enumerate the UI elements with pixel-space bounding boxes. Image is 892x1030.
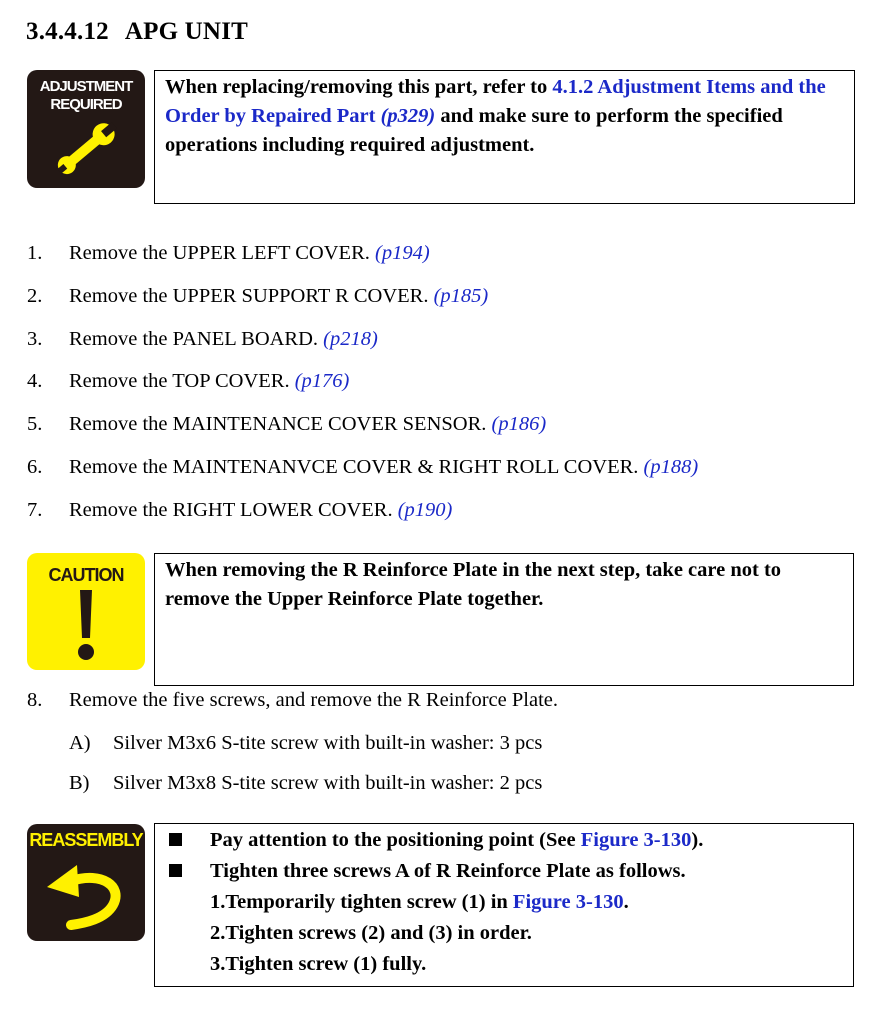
sub-text: Silver M3x6 S-tite screw with built-in washer: 3 pcs <box>113 732 543 754</box>
section-name: APG UNIT <box>124 18 248 45</box>
caution-badge <box>27 553 145 670</box>
step-text: Remove the five screws, and remove the R Reinforce Plate. <box>69 689 558 711</box>
list-item <box>27 285 488 308</box>
sub-item <box>69 772 542 795</box>
section-title <box>26 18 248 46</box>
caution-note <box>154 553 854 686</box>
sub-label: A) <box>69 732 91 754</box>
badge-adjustment-line2: REQUIRED <box>50 96 122 113</box>
reassembly-bullet <box>165 856 845 887</box>
wrench-icon <box>51 118 121 180</box>
adjustment-link[interactable]: 4.1.2 Adjustment Items and the Order by Repaired Part <box>165 76 826 127</box>
list-item <box>27 413 546 436</box>
step-number: 7. <box>27 499 43 521</box>
step-text: Remove the RIGHT LOWER COVER. <box>69 499 398 521</box>
reassembly-label: REASSEMBLY <box>29 830 143 850</box>
bullet-text: Tighten three screws A of R Reinforce Plate as follows. <box>210 860 686 882</box>
step-number: 4. <box>27 370 43 392</box>
list-item <box>27 328 378 351</box>
page-link[interactable]: (p176) <box>294 370 350 392</box>
exclamation-icon <box>71 590 101 662</box>
step-text: Remove the MAINTENANCE COVER SENSOR. <box>69 413 492 435</box>
sub-text: Silver M3x8 S-tite screw with built-in washer: 2 pcs <box>113 772 543 794</box>
step-text: Remove the PANEL BOARD. <box>69 328 324 350</box>
reassembly-substep: 2.Tighten screws (2) and (3) in order. <box>210 922 532 944</box>
caution-label: CAUTION <box>48 565 124 585</box>
adjustment-note <box>154 70 855 204</box>
step-number: 8. <box>27 689 43 711</box>
step-number: 5. <box>27 413 43 435</box>
page-link[interactable]: (p188) <box>643 456 699 478</box>
page-link[interactable]: (p186) <box>491 413 547 435</box>
step-text: Remove the TOP COVER. <box>69 370 295 392</box>
list-item <box>27 689 558 712</box>
substep-text: 1.Temporarily tighten screw (1) in <box>210 891 513 913</box>
reassembly-badge <box>27 824 145 941</box>
step-text: Remove the UPPER SUPPORT R COVER. <box>69 285 434 307</box>
list-item <box>27 370 349 393</box>
step-number: 2. <box>27 285 43 307</box>
page-link[interactable]: (p194) <box>375 242 430 264</box>
step-number: 3. <box>27 328 43 350</box>
adjustment-required-badge <box>27 70 145 188</box>
step-text: Remove the UPPER LEFT COVER. <box>69 242 375 264</box>
figure-link[interactable]: Figure 3-130 <box>512 891 624 913</box>
page-link[interactable]: (p218) <box>323 328 378 350</box>
bullet-square-icon <box>169 833 182 846</box>
reassembly-substep <box>165 887 845 918</box>
page-link[interactable]: (p185) <box>433 285 489 307</box>
step-number: 6. <box>27 456 43 478</box>
sub-label: B) <box>69 772 90 794</box>
list-item <box>27 499 452 522</box>
bullet-square-icon <box>169 864 182 877</box>
step-number: 1. <box>27 242 43 264</box>
badge-adjustment-line1: ADJUSTMENT <box>39 78 133 95</box>
reassembly-substep: 3.Tighten screw (1) fully. <box>210 953 427 975</box>
caution-text: When removing the R Reinforce Plate in the next step, take care not to remove the Upper Reinforce Plate together. <box>165 559 782 610</box>
adjustment-text-post: and make sure to perform the specified operations including required adjustment. <box>165 105 783 156</box>
step-text: Remove the MAINTENANVCE COVER & RIGHT ROLL COVER. <box>69 456 644 478</box>
substep-text-end: . <box>623 891 629 913</box>
sub-item <box>69 732 542 755</box>
reassembly-note <box>154 823 854 987</box>
bullet-text: Pay attention to the positioning point (See <box>210 829 581 851</box>
page-link[interactable]: (p190) <box>397 499 453 521</box>
bullet-text-end: ). <box>691 829 704 851</box>
adjustment-text-pre: When replacing/removing this part, refer to <box>165 76 553 98</box>
figure-link[interactable]: Figure 3-130 <box>580 829 692 851</box>
list-item <box>27 456 698 479</box>
return-arrow-icon <box>41 853 131 933</box>
reassembly-bullet <box>165 825 845 856</box>
section-number: 3.4.4.12 <box>26 18 109 45</box>
list-item <box>27 242 430 265</box>
adjustment-page-ref[interactable]: (p329) <box>380 105 436 127</box>
